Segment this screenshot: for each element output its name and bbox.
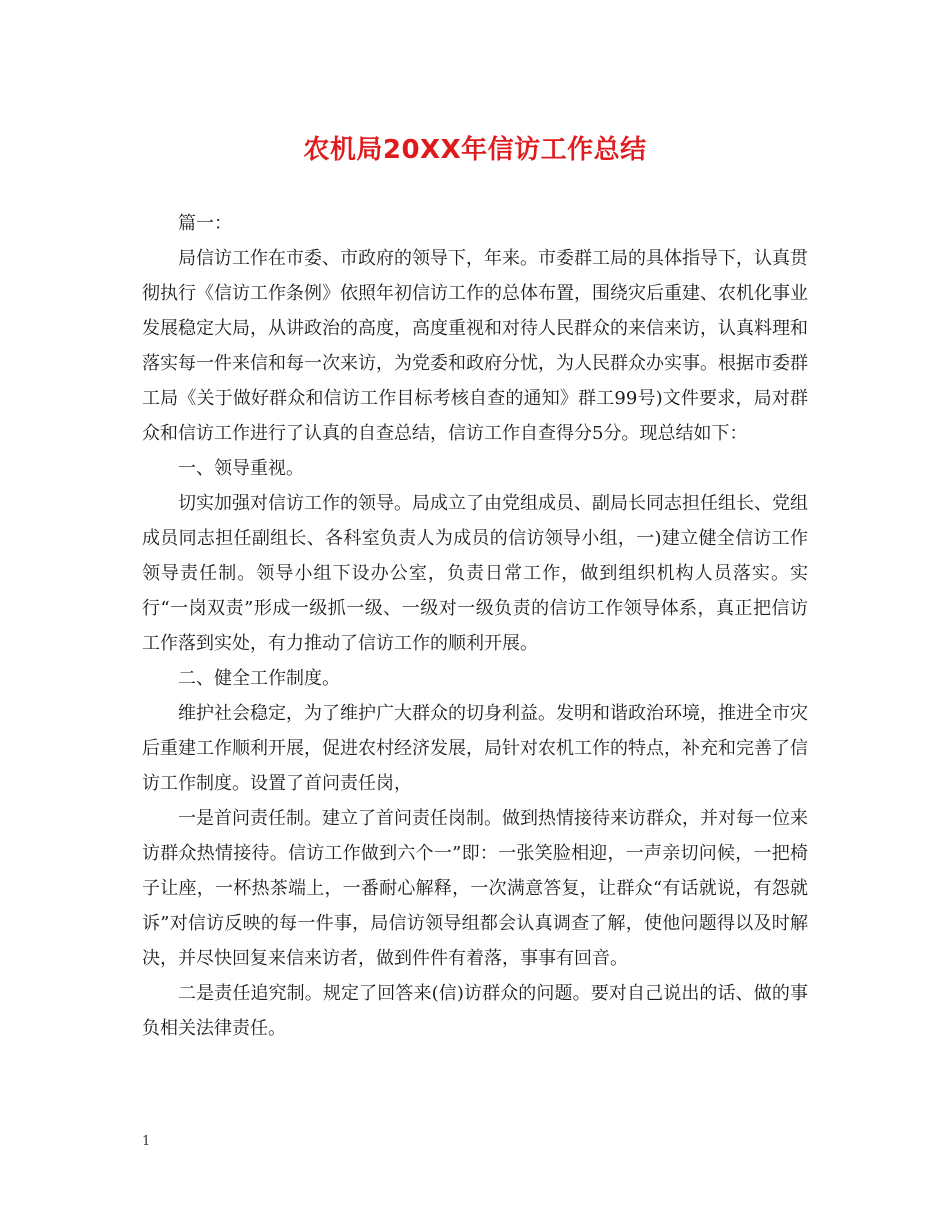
page-number: 1 — [142, 1134, 151, 1149]
paragraph-section-label: 篇一： — [178, 213, 232, 234]
paragraph-leadership: 切实加强对信访工作的领导。局成立了由党组成员、副局长同志担任组长、党组成员同志担任副组长、各科室负责人为成员的信访领导小组，一)建立健全信访工作领导责任制。领导小组下设办公室，负责日常工作，做到组织机构人员落实。实行“一岗双责”形成一级抓一级、一级对一级负责的信访工作领导体系，真正把信访工作落到实处，有力推动了信访工作的顺利开展。 — [142, 493, 808, 654]
paragraph-accountability: 二是责任追究制。规定了回答来(信)访群众的问题。要对自己说出的话、做的事负相关法律责任。 — [142, 983, 808, 1039]
document-title: 农机局20XX年信访工作总结 — [303, 135, 647, 165]
heading-leadership: 一、领导重视。 — [178, 458, 304, 479]
document-body — [142, 206, 808, 1046]
paragraph-first-responsibility: 一是首问责任制。建立了首问责任岗制。做到热情接待来访群众，并对每一位来访群众热情接待。信访工作做到六个一”即：一张笑脸相迎，一声亲切问候，一把椅子让座，一杯热茶端上，一番耐心解释，一次满意答复，让群众“有话就说，有怨就诉”对信访反映的每一件事，局信访领导组都会认真调查了解，使他问题得以及时解决，并尽快回复来信来访者，做到件件有着落，事事有回音。 — [142, 808, 808, 969]
heading-work-system: 二、健全工作制度。 — [178, 668, 340, 689]
paragraph-intro: 局信访工作在市委、市政府的领导下，年来。市委群工局的具体指导下，认真贯彻执行《信访工作条例》依照年初信访工作的总体布置，围绕灾后重建、农机化事业发展稳定大局，从讲政治的高度，高度重视和对待人民群众的来信来访，认真料理和落实每一件来信和每一次来访，为党委和政府分忧，为人民群众办实事。根据市委群工局《关于做好群众和信访工作目标考核自查的通知》群工99号)文件要求，局对群众和信访工作进行了认真的自查总结，信访工作自查得分5分。现总结如下： — [142, 248, 808, 444]
paragraph-work-system: 维护社会稳定，为了维护广大群众的切身利益。发明和谐政治环境，推进全市灾后重建工作顺利开展，促进农村经济发展，局针对农机工作的特点，补充和完善了信访工作制度。设置了首问责任岗， — [142, 703, 808, 794]
